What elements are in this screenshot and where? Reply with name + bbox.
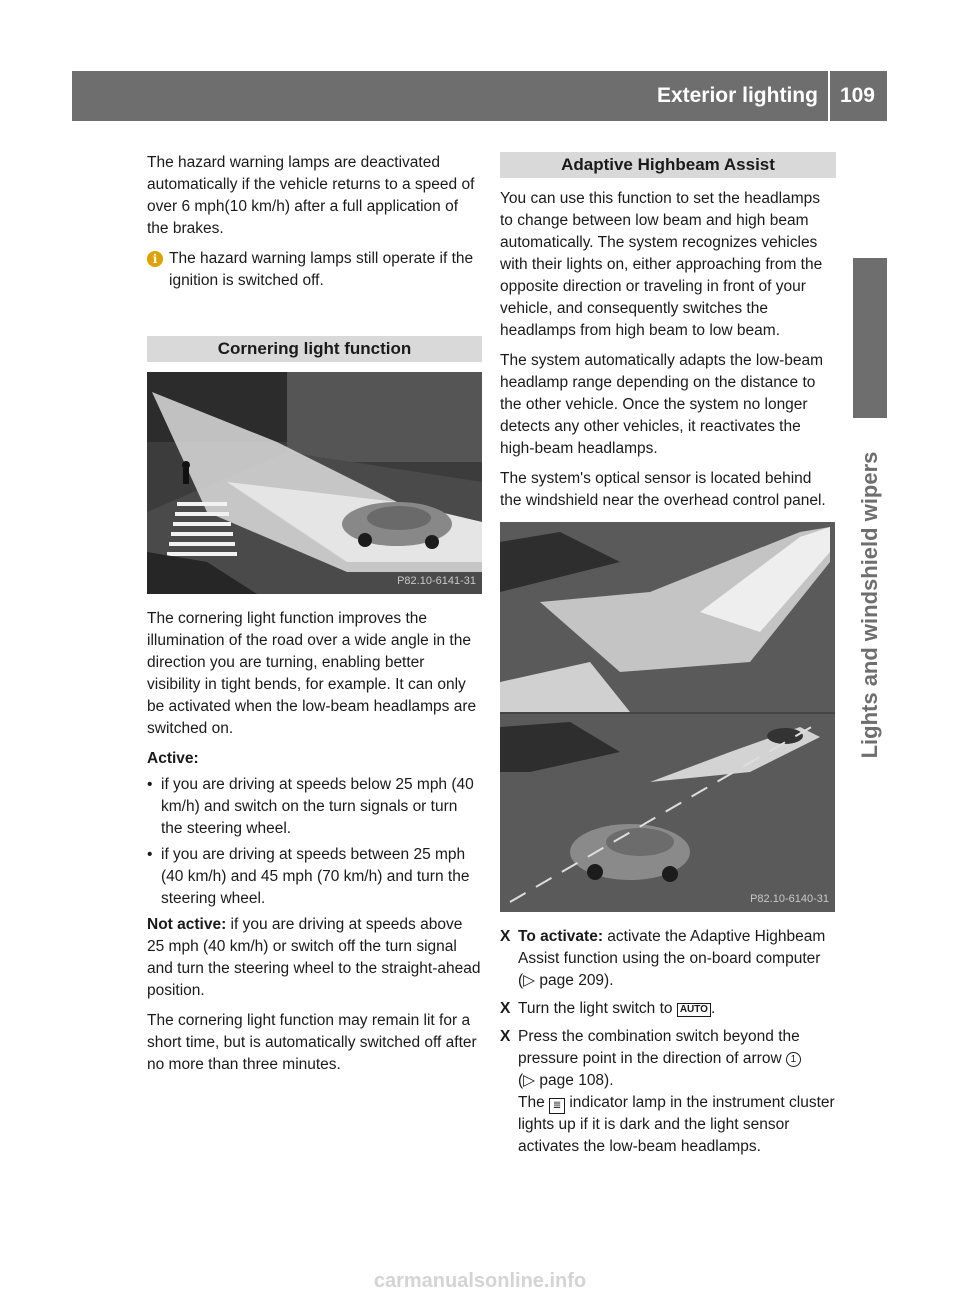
page-ref-icon: ▷	[523, 972, 540, 989]
auto-switch-icon: AUTO	[677, 1003, 711, 1017]
highbeam-paragraph-3: The system's optical sensor is located behind the windshield near the overhead control panel.	[500, 470, 826, 509]
step-arrow-icon: X	[500, 1000, 511, 1017]
cornering-light-figure	[147, 372, 482, 594]
step-arrow-icon: X	[500, 1028, 511, 1045]
info-icon: i	[147, 251, 163, 267]
step-activate	[500, 926, 836, 992]
active-label: Active:	[147, 750, 199, 767]
bullet-icon: •	[147, 846, 153, 863]
chapter-title: Exterior lighting	[657, 71, 830, 121]
side-label-text: Lights and windshield wipers	[857, 451, 882, 759]
highbeam-indicator-icon: ≣	[549, 1098, 565, 1114]
bullet-text: if you are driving at speeds between 25 mph (40 km/h) and 45 mph (70 km/h) and turn the steering wheel.	[161, 846, 470, 907]
side-label	[850, 440, 890, 770]
cornering-illustration	[147, 372, 482, 594]
step-combination-ref: page 108).	[539, 1072, 614, 1089]
watermark: carmanualsonline.info	[373, 1270, 587, 1292]
not-active-paragraph	[147, 914, 482, 1002]
bullet-text: if you are driving at speeds below 25 mph (40 km/h) and switch on the turn signals or turn the steering wheel.	[161, 776, 474, 837]
info-text: The hazard warning lamps still operate if the ignition is switched off.	[169, 250, 474, 289]
highbeam-paragraph-2: The system automatically adapts the low-beam headlamp range depending on the distance to the other vehicle. Once the system no longer detects any other vehicles, it reactivates the high-beam headlamps.	[500, 352, 824, 457]
figure-code: P82.10-6141-31	[397, 575, 476, 587]
active-bullet-1	[147, 774, 482, 840]
active-bullet-2	[147, 844, 482, 910]
step-combination-text: Press the combination switch beyond the pressure point in the direction of arrow	[518, 1028, 800, 1067]
not-active-label: Not active:	[147, 916, 227, 933]
info-note	[147, 248, 482, 292]
cornering-duration-paragraph: The cornering light function may remain lit for a short time, but is automatically switched off after no more than three minutes.	[147, 1012, 477, 1073]
cornering-section-title: Cornering light function	[147, 336, 482, 362]
page-number: 109	[839, 84, 875, 107]
step-combination-switch: X Press the combination switch beyond the pressure point in the direction of arrow 1 (▷ page 108). The ≣ indicator lamp in the instrument cluster lights up if it is dark and the light sensor activates the low-beam headlamps.	[500, 1028, 835, 1155]
hazard-paragraph: The hazard warning lamps are deactivated automatically if the vehicle returns to a speed of over 6 mph(10 km/h) after a full application of the brakes.	[147, 154, 475, 237]
step-activate-text: activate the Adaptive Highbeam Assist function using the on-board computer (	[518, 928, 826, 989]
step-light-switch	[500, 998, 836, 1020]
step-activate-label: To activate:	[518, 928, 603, 945]
step-activate-ref: page 209).	[539, 972, 614, 989]
step-light-switch-text: Turn the light switch to	[518, 1000, 677, 1017]
step-light-switch-end: .	[710, 1000, 716, 1017]
not-active-text: if you are driving at speeds above 25 mph (40 km/h) or switch off the turn signal and turn the steering wheel to the straight-ahead position.	[147, 916, 481, 999]
right-column	[500, 152, 836, 1164]
page-header	[72, 71, 887, 121]
figure-code: P82.10-6140-31	[750, 893, 829, 905]
left-column	[147, 152, 482, 1084]
page-ref-icon: ▷	[523, 1072, 540, 1089]
step-combination-b: The	[518, 1094, 550, 1111]
cornering-description: The cornering light function improves the illumination of the road over a wide angle in the direction you are turning, enabling better visibility in tight bends, for example. It can only be activated when the low-beam headlamps are switched on.	[147, 610, 477, 737]
highbeam-illustration	[500, 522, 835, 912]
highbeam-section-title: Adaptive Highbeam Assist	[500, 152, 836, 178]
arrow-number-icon: 1	[786, 1052, 801, 1067]
bullet-icon: •	[147, 776, 153, 793]
highbeam-paragraph-1: You can use this function to set the headlamps to change between low beam and high beam automatically. The system recognizes vehicles with their lights on, either approaching from the opposite direction or traveling in front of your vehicle, and consequently switches the headlamps from high beam to low beam.	[500, 190, 823, 339]
step-arrow-icon: X	[500, 928, 511, 945]
side-tab	[853, 258, 887, 418]
highbeam-figure	[500, 522, 835, 912]
step-combination-c: indicator lamp in the instrument cluster lights up if it is dark and the light sensor activates the low-beam headlamps.	[518, 1094, 835, 1155]
